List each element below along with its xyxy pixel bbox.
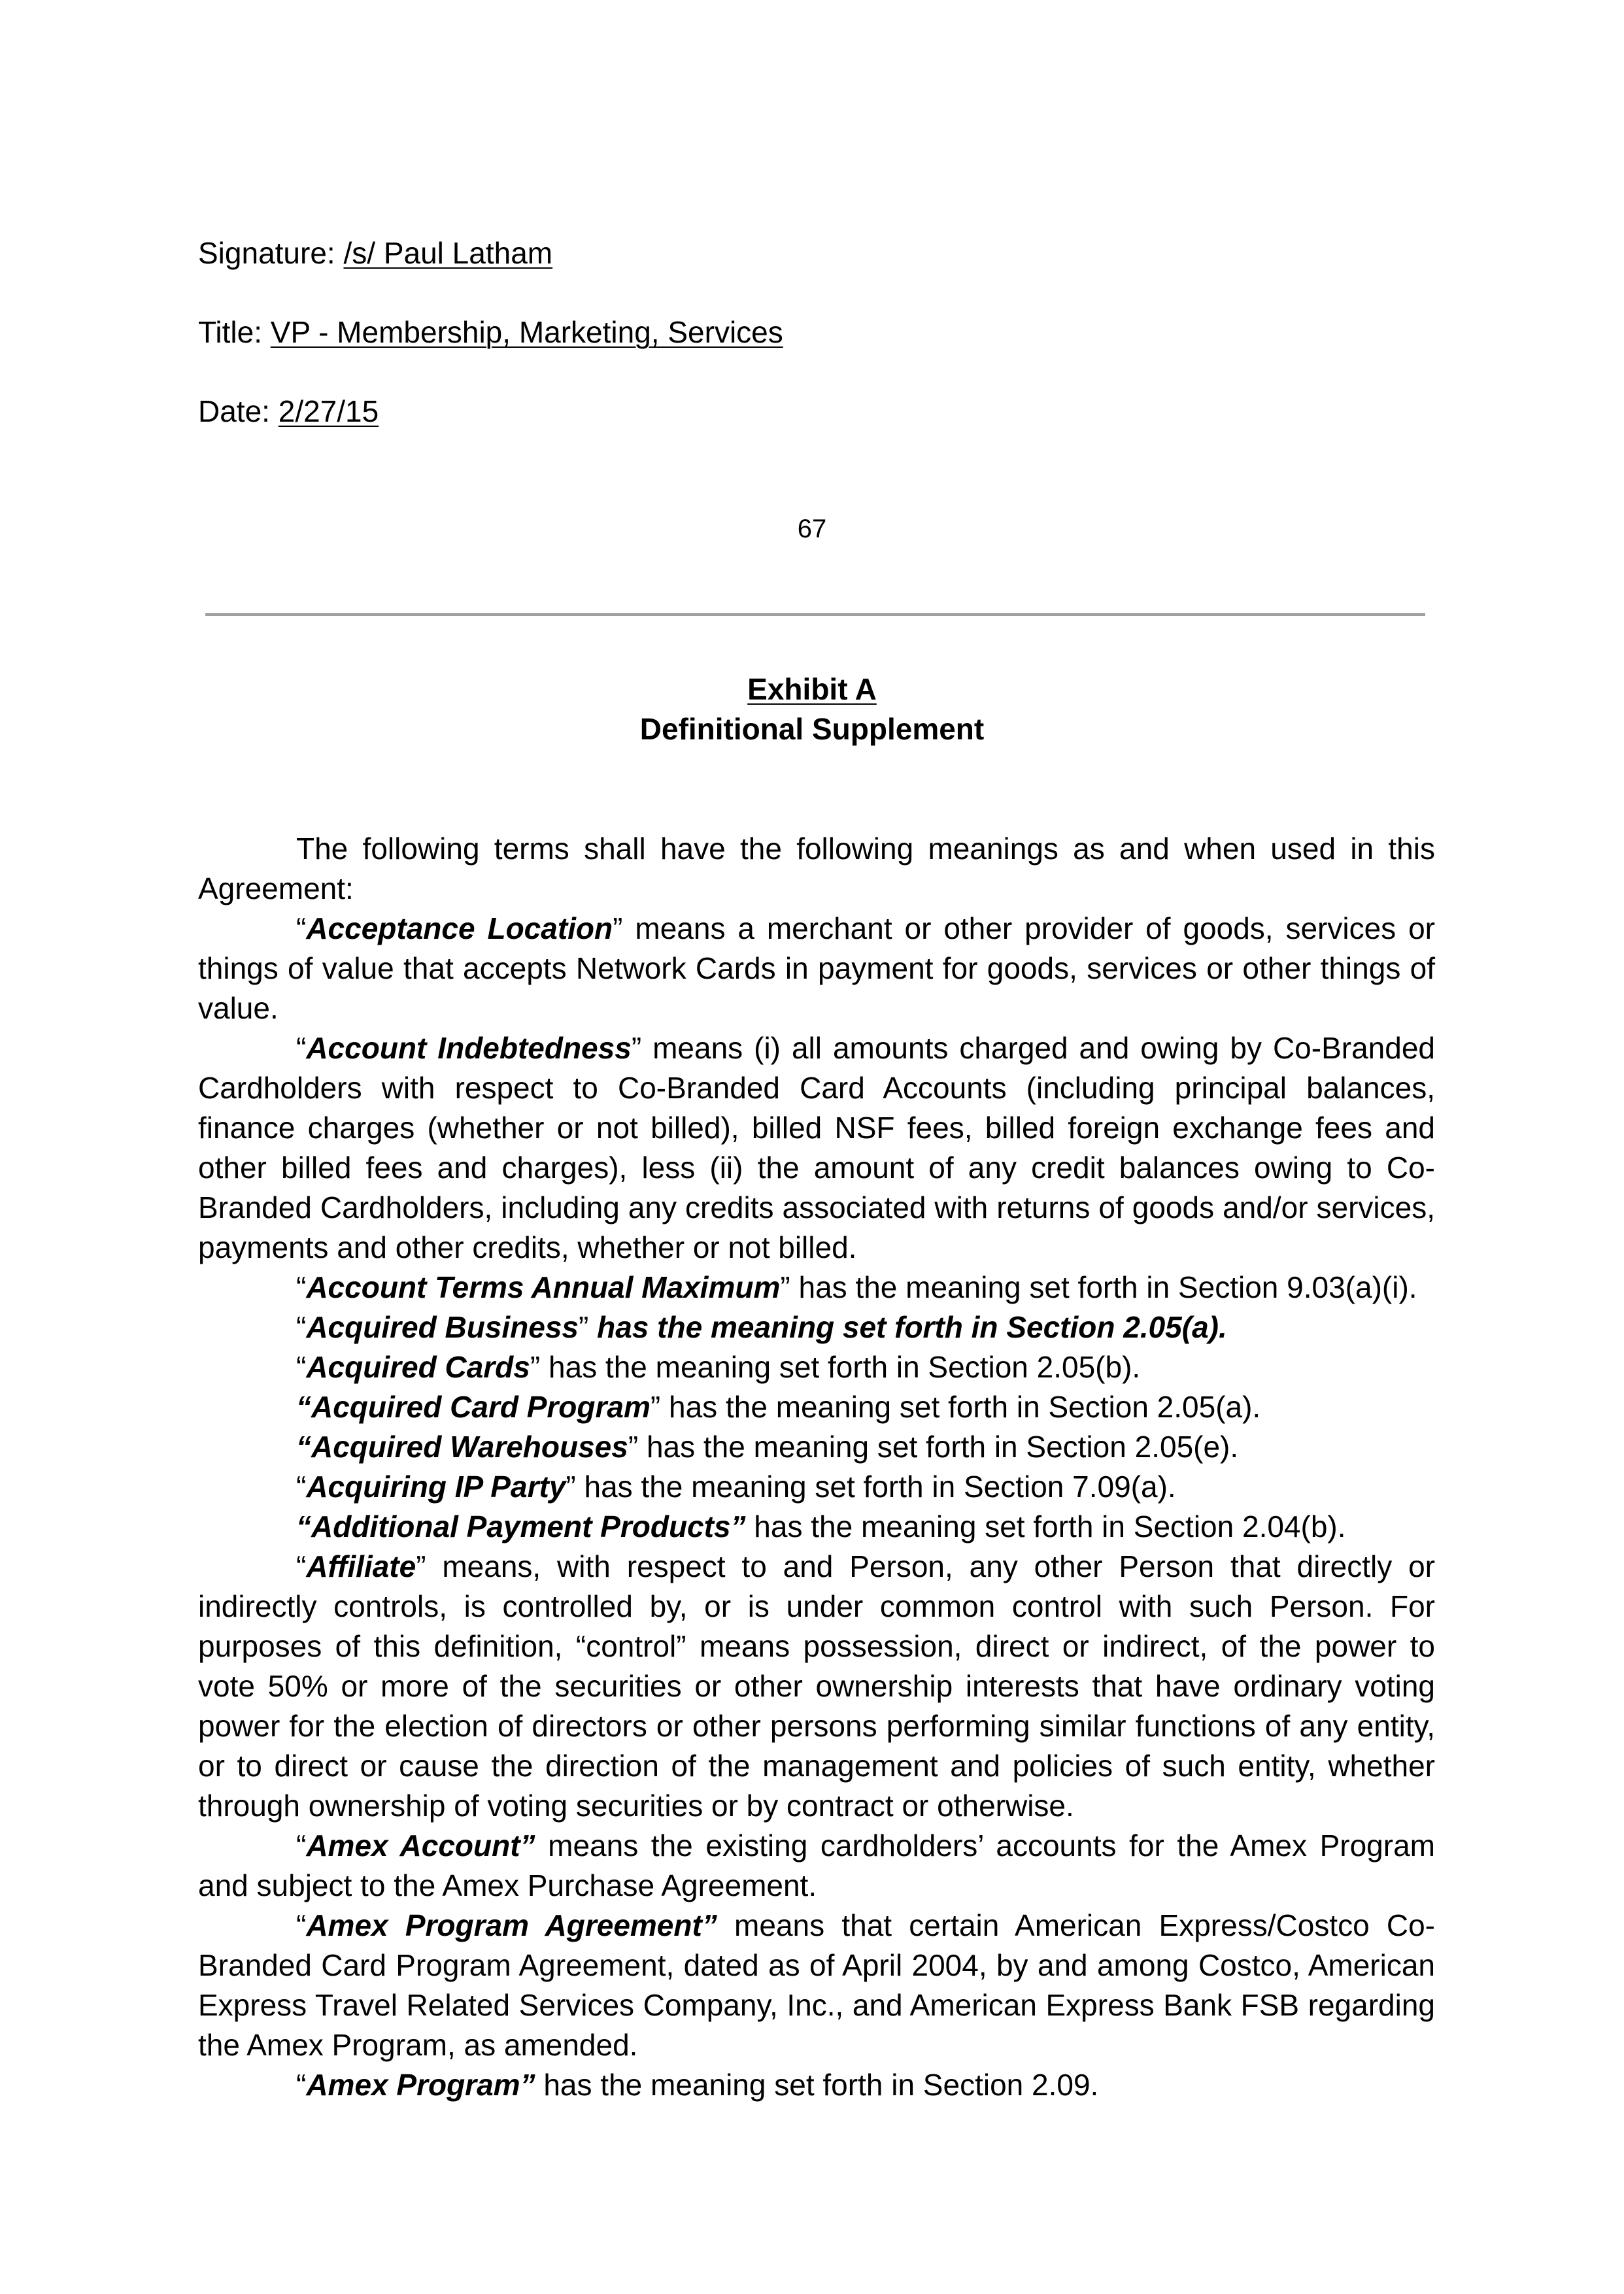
intro-paragraph: The following terms shall have the following meanings as and when used in this Agreement: xyxy=(198,832,1435,905)
signature-line xyxy=(198,233,552,273)
defined-term: Amex Program xyxy=(306,2068,520,2102)
definition-amex-program: “Amex Program” has the meaning set forth in Section 2.09. xyxy=(296,2068,1099,2102)
definition-acquired-cards: “Acquired Cards” has the meaning set forth in Section 2.05(b). xyxy=(296,1350,1141,1384)
definition-amex-account: “Amex Account” means the existing cardholders’ accounts for the Amex Program and subject to the Amex Purchase Agreement. xyxy=(198,1829,1435,1902)
definition-acceptance-location: “Acceptance Location” means a merchant or other provider of goods, services or things of value that accepts Network Cards in payment for goods, services or other things of value. xyxy=(198,911,1435,1025)
definitions-body xyxy=(198,829,1435,2105)
defined-term: Acquiring IP Party xyxy=(306,1470,566,1504)
defined-term: Acquired Warehouses xyxy=(311,1430,628,1464)
definition-affiliate: “Affiliate” means, with respect to and Person, any other Person that directly or indirectly controls, is controlled by, or is under common control with such Person. For purposes of this definition, “control” means possession, direct or indirect, of the power to vote 50% or more of the securities or other ownership interests that have ordinary voting power for the election of directors or other persons performing similar functions of any entity, or to direct or cause the direction of the management and policies of such entity, whether through ownership of voting securities or by contract or otherwise. xyxy=(198,1549,1435,1823)
defined-term: Acquired Cards xyxy=(306,1350,530,1384)
page-divider xyxy=(205,613,1425,616)
defined-term: Amex Program Agreement xyxy=(306,1908,702,1942)
definition-account-indebtedness: “Account Indebtedness” means (i) all amounts charged and owing by Co-Branded Cardholders with respect to Co-Branded Card Accounts (including principal balances, finance charges (whether or not billed), billed NSF fees, billed foreign exchange fees and other billed fees and charges), less (ii) the amount of any credit balances owing to Co-Branded Cardholders, including any credits associated with returns of goods and/or services, payments and other credits, whether or not billed. xyxy=(198,1031,1435,1264)
date-line xyxy=(198,392,379,431)
defined-term: Acceptance Location xyxy=(306,911,613,945)
page-number: 67 xyxy=(797,514,827,543)
definition-additional-payment-products: “Additional Payment Products” has the meaning set forth in Section 2.04(b). xyxy=(296,1510,1346,1543)
definition-acquired-warehouses: “Acquired Warehouses” has the meaning set forth in Section 2.05(e). xyxy=(296,1430,1239,1464)
exhibit-title xyxy=(0,669,1624,709)
title-line xyxy=(198,312,783,352)
date-label: Date: xyxy=(198,394,279,428)
defined-term: Account Indebtedness xyxy=(306,1031,632,1065)
defined-term: Additional Payment Products xyxy=(311,1510,731,1543)
definition-acquiring-ip-party: “Acquiring IP Party” has the meaning set forth in Section 7.09(a). xyxy=(296,1470,1176,1504)
definition-acquired-business: “Acquired Business” has the meaning set forth in Section 2.05(a). xyxy=(296,1310,1227,1344)
signature-label: Signature: xyxy=(198,236,344,270)
date-value: 2/27/15 xyxy=(278,394,379,428)
title-value: VP - Membership, Marketing, Services xyxy=(270,315,783,349)
signature-value: /s/ Paul Latham xyxy=(343,236,553,270)
definition-account-terms-annual-maximum: “Account Terms Annual Maximum” has the meaning set forth in Section 9.03(a)(i). xyxy=(296,1270,1417,1304)
definition-acquired-card-program: “Acquired Card Program” has the meaning set forth in Section 2.05(a). xyxy=(296,1390,1261,1424)
defined-term: Affiliate xyxy=(306,1549,416,1583)
definition-amex-program-agreement: “Amex Program Agreement” means that certain American Express/Costco Co-Branded Card Program Agreement, dated as of April 2004, by and among Costco, American Express Travel Related Services Company, Inc., and American Express Bank FSB regarding the Amex Program, as amended. xyxy=(198,1908,1435,2062)
title-label: Title: xyxy=(198,315,271,349)
defined-term: Account Terms Annual Maximum xyxy=(306,1270,781,1304)
exhibit-title-text: Exhibit A xyxy=(747,672,877,706)
defined-term: Acquired Card Program xyxy=(311,1390,651,1424)
defined-term: Amex Account xyxy=(306,1829,520,1863)
defined-term: Acquired Business xyxy=(306,1310,579,1344)
exhibit-subtitle: Definitional Supplement xyxy=(639,712,985,746)
